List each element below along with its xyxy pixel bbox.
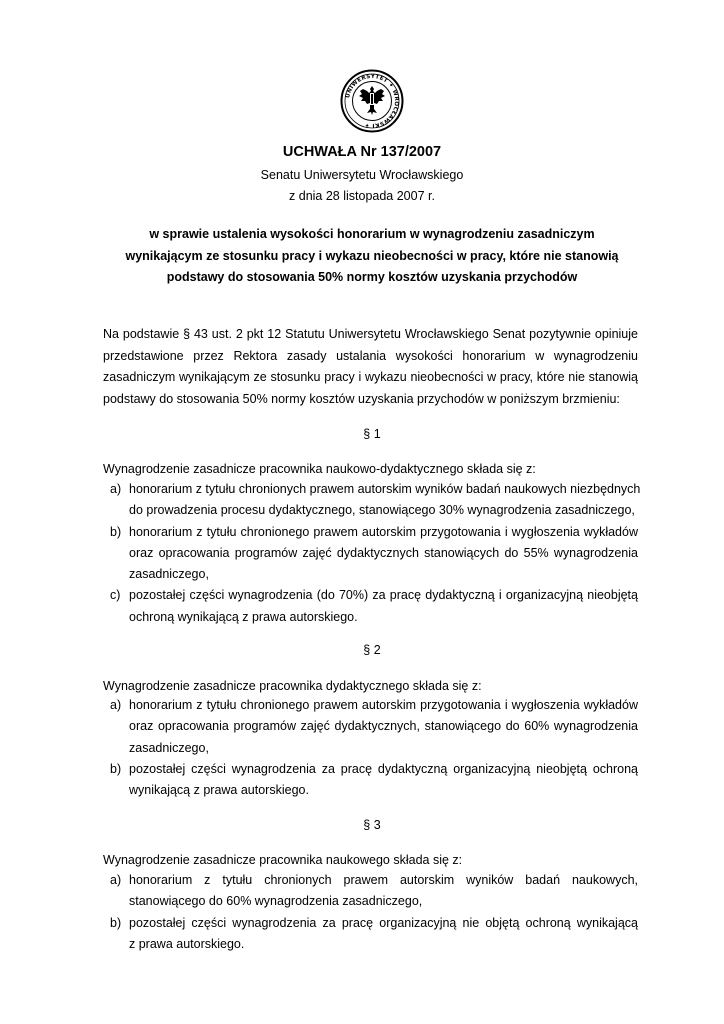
resolution-subject [0,224,724,289]
list-marker: a) [110,698,122,712]
list-item [103,522,638,586]
list-marker: a) [110,873,122,887]
list-item [103,585,638,628]
preamble-paragraph [103,324,638,411]
list-line: stanowiącego do 60% wynagrodzenia zasadniczego, [129,894,423,909]
list-line: ochroną wynikającą z prawa autorskiego. [129,609,358,624]
preamble-line: zasadniczym wynikającym ze stosunku pracy i wykazu nieobecności w pracy, które nie stanowią [103,370,638,385]
list-line: zasadniczego, [129,567,209,582]
university-seal-logo [340,69,404,133]
subject-line: podstawy do stosowania 50% normy kosztów uzyskania przychodów [166,270,578,284]
svg-text:UNIWERSYTET ✦ WROCŁAWSKI ✦: UNIWERSYTET ✦ WROCŁAWSKI ✦ [345,73,400,129]
resolution-title: UCHWAŁA Nr 137/2007 [282,144,442,160]
list-line: pozostałej części wynagrodzenia za pracę dydaktyczną organizacyjną nieobjętą ochroną [129,761,638,776]
section-1-list [103,479,641,628]
list-line: pozostałej części wynagrodzenia (do 70%) za pracę dydaktyczną i organizacyjną nieobjętą [129,588,638,603]
list-marker: a) [110,482,122,496]
section-2-list [103,695,638,801]
preamble-line: Na podstawie § 43 ust. 2 pkt 12 Statutu Uniwersytetu Wrocławskiego Senat pozytywnie opiniuje [103,327,638,341]
list-line: do prowadzenia procesu dydaktycznego, stanowiącego 30% wynagrodzenia zasadniczego, [129,503,635,518]
list-line: pozostałej części wynagrodzenia za pracę organizacyjną nie objętą ochroną wynikającą [129,915,638,930]
list-item [103,479,641,522]
list-item [103,913,638,956]
preamble-line: podstawy do stosowania 50% normy kosztów uzyskania przychodów w poniższym brzmieniu: [103,392,620,407]
section-2-heading: § 2 [363,643,381,657]
list-line: oraz opracowania programów zajęć dydaktycznych, stanowiącego do 60% wynagrodzenia [129,719,638,734]
section-1-intro: Wynagrodzenie zasadnicze pracownika naukowo-dydaktycznego składa się z: [103,462,536,476]
section-3-list [103,870,638,955]
list-line: zasadniczego, [129,740,209,755]
subject-line: w sprawie ustalenia wysokości honorarium w wynagrodzeniu zasadniczym [149,227,595,241]
preamble-line: przedstawione przez Rektora zasady ustalania wysokości honorarium w wynagrodzeniu [103,348,638,363]
list-line: z prawa autorskiego. [129,936,245,951]
issuing-body: Senatu Uniwersytetu Wrocławskiego [260,168,464,182]
list-line: honorarium z tytułu chronionego prawem autorskim przygotowania i wygłoszenia wykładów [129,524,638,539]
section-1-heading: § 1 [363,427,381,441]
resolution-date: z dnia 28 listopada 2007 r. [289,189,435,203]
section-3-intro: Wynagrodzenie zasadnicze pracownika naukowego składa się z: [103,853,463,867]
list-marker: b) [110,524,122,539]
list-line: honorarium z tytułu chronionego prawem autorskim przygotowania i wygłoszenia wykładów [129,698,638,712]
list-line: oraz opracowania programów zajęć dydaktycznych stanowiących do 55% wynagrodzenia [129,545,638,560]
list-line: honorarium z tytułu chronionych prawem autorskim wyników badań naukowych niezbędnych [129,482,641,496]
list-item [103,870,638,913]
subject-line: wynikającym ze stosunku pracy i wykazu nieobecności w pracy, które nie stanowią [125,248,619,263]
list-line: honorarium z tytułu chronionych prawem autorskim wyników badań naukowych, [129,873,638,887]
section-3-heading: § 3 [363,818,381,832]
list-marker: c) [110,588,121,603]
section-2-intro: Wynagrodzenie zasadnicze pracownika dydaktycznego składa się z: [103,679,482,693]
list-item [103,695,638,759]
list-marker: b) [110,761,122,776]
list-marker: b) [110,915,122,930]
list-item [103,759,638,802]
list-line: wynikającą z prawa autorskiego. [129,783,309,798]
